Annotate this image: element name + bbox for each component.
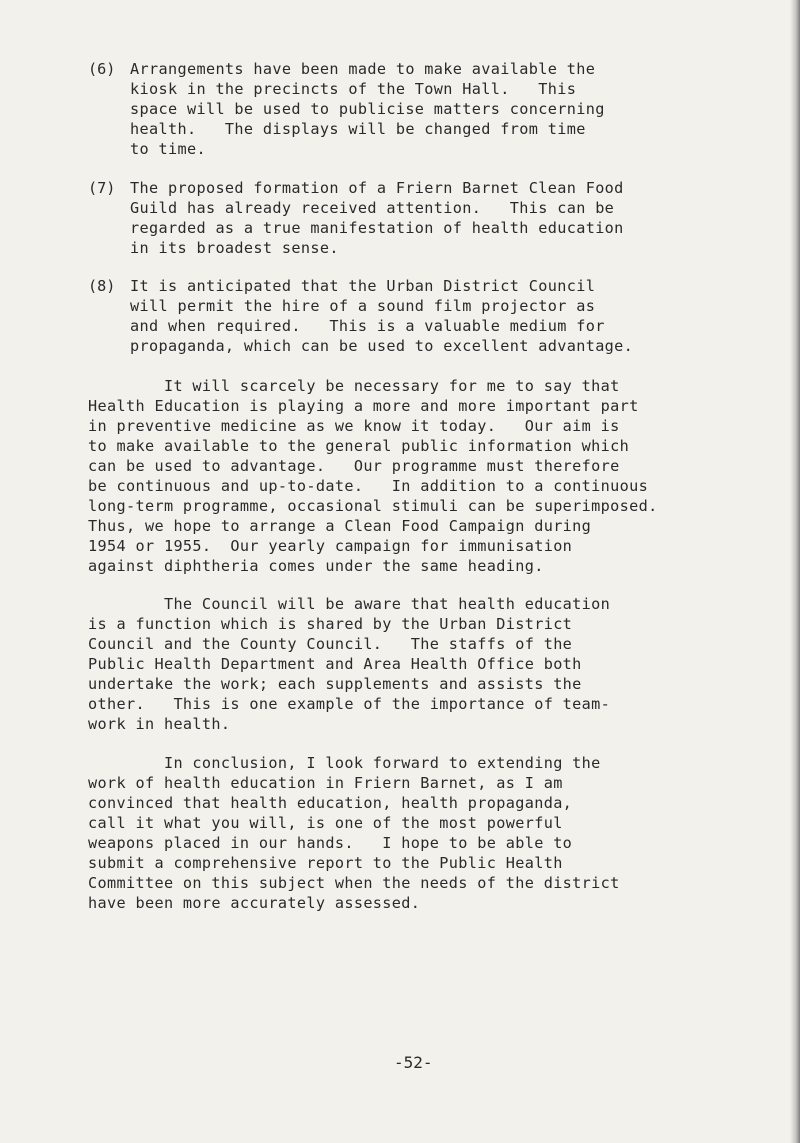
item-line: will permit the hire of a sound film projector as xyxy=(130,297,596,315)
item-line: propaganda, which can be used to excellent advantage. xyxy=(130,337,634,355)
paragraph-line: Public Health Department and Area Health Office both xyxy=(88,655,582,673)
paragraph-line: submit a comprehensive report to the Public Health xyxy=(88,854,563,872)
item-line: health. The displays will be changed from time xyxy=(130,120,586,138)
paragraph-line: weapons placed in our hands. I hope to be able to xyxy=(88,834,573,852)
paragraph-line: work in health. xyxy=(88,715,231,733)
item-line: regarded as a true manifestation of health education xyxy=(130,219,624,237)
item-number: (8) xyxy=(88,277,116,295)
item-line: Guild has already received attention. This can be xyxy=(130,199,615,217)
paragraph-line: be continuous and up-to-date. In addition to a continuous xyxy=(88,477,649,495)
paragraph-line: can be used to advantage. Our programme must therefore xyxy=(88,457,620,475)
paragraph-line: Thus, we hope to arrange a Clean Food Campaign during xyxy=(88,517,592,535)
paragraph-line: In conclusion, I look forward to extending the xyxy=(88,754,601,772)
paragraph-line: call it what you will, is one of the most powerful xyxy=(88,814,563,832)
paragraph-line: It will scarcely be necessary for me to say that xyxy=(88,377,620,395)
paragraph-line: Health Education is playing a more and more important part xyxy=(88,397,639,415)
item-line: The proposed formation of a Friern Barnet Clean Food xyxy=(130,179,624,197)
paragraph-line: convinced that health education, health propaganda, xyxy=(88,794,573,812)
page-edge-shadow xyxy=(790,0,800,1143)
paragraph-line: Committee on this subject when the needs of the district xyxy=(88,874,620,892)
paragraph-line: is a function which is shared by the Urban District xyxy=(88,615,573,633)
item-number: (6) xyxy=(88,60,116,78)
paragraph-line: against diphtheria comes under the same heading. xyxy=(88,557,544,575)
paragraph-line: work of health education in Friern Barnet, as I am xyxy=(88,774,563,792)
paragraph-line: other. This is one example of the importance of team- xyxy=(88,695,611,713)
item-number: (7) xyxy=(88,179,116,197)
item-line: It is anticipated that the Urban District Council xyxy=(130,277,596,295)
paragraph-line: The Council will be aware that health education xyxy=(88,595,611,613)
page-number: -52- xyxy=(394,1053,433,1072)
paragraph-line: to make available to the general public information which xyxy=(88,437,630,455)
item-line: to time. xyxy=(130,140,206,158)
paragraph-line: have been more accurately assessed. xyxy=(88,894,421,912)
paragraph-line: long-term programme, occasional stimuli can be superimposed. xyxy=(88,497,658,515)
item-line: in its broadest sense. xyxy=(130,239,339,257)
item-line: kiosk in the precincts of the Town Hall. This xyxy=(130,80,577,98)
item-line: and when required. This is a valuable medium for xyxy=(130,317,605,335)
paragraph-line: undertake the work; each supplements and assists the xyxy=(88,675,582,693)
paragraph-line: Council and the County Council. The staffs of the xyxy=(88,635,573,653)
item-line: space will be used to publicise matters concerning xyxy=(130,100,605,118)
paragraph-line: 1954 or 1955. Our yearly campaign for immunisation xyxy=(88,537,573,555)
item-line: Arrangements have been made to make available the xyxy=(130,60,596,78)
paragraph-line: in preventive medicine as we know it today. Our aim is xyxy=(88,417,620,435)
